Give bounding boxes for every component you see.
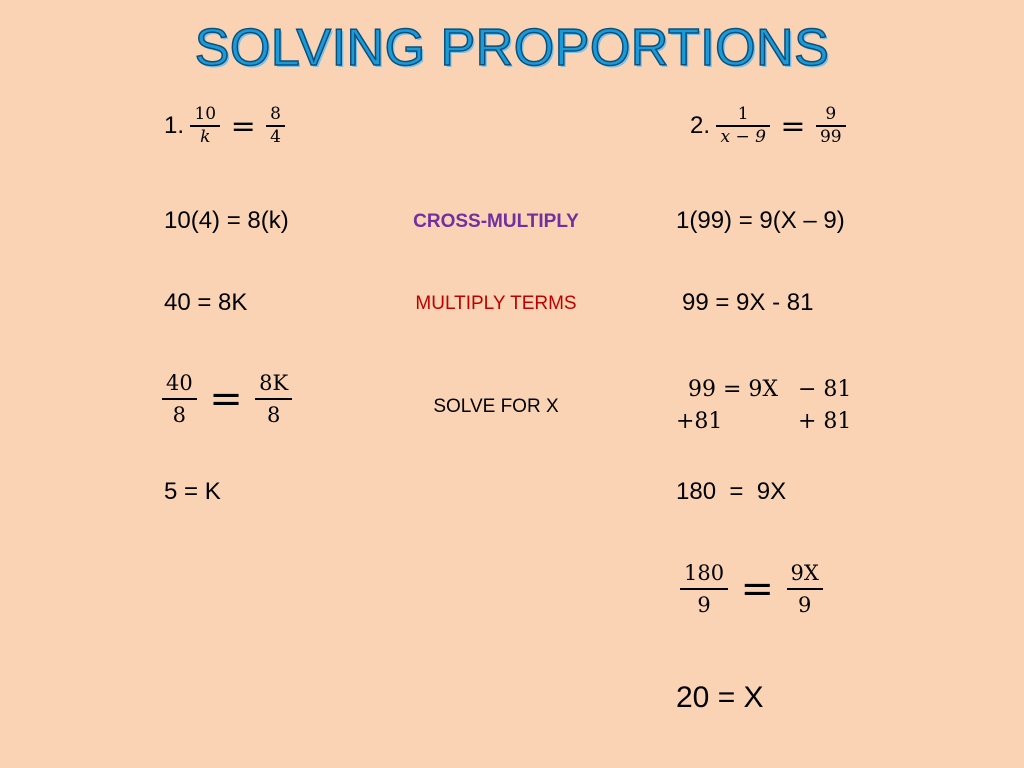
equals-sign: = <box>780 108 806 144</box>
denominator: 99 <box>819 127 842 147</box>
equals-sign: = <box>209 376 243 422</box>
problem-1-right-fraction <box>266 104 285 148</box>
denominator: 8 <box>267 403 281 427</box>
numerator: 10 <box>194 104 217 124</box>
label-cross-multiply: CROSS-MULTIPLY <box>413 211 579 232</box>
problem-2-equation <box>690 104 848 148</box>
numerator: 9 <box>825 104 837 124</box>
label-multiply-terms: MULTIPLY TERMS <box>415 293 577 314</box>
problem-2-divide-step <box>678 558 825 620</box>
divide-left-fraction <box>680 558 728 620</box>
divide-left-fraction <box>162 368 197 430</box>
numerator: 9X <box>790 561 819 585</box>
add-row2-left: +81 <box>676 409 723 434</box>
denominator: 4 <box>270 127 281 147</box>
denominator: 8 <box>172 403 187 427</box>
problem-2-left-fraction <box>716 104 769 148</box>
label-solve-for-x: SOLVE FOR X <box>433 396 559 417</box>
add-row1-right: − 81 <box>798 377 852 402</box>
problem-1-multiply-step: 40 = 8K <box>164 289 248 316</box>
problem-2-answer: 20 = X <box>676 681 764 714</box>
equals-sign: = <box>740 566 775 612</box>
numerator: 1 <box>737 104 749 124</box>
add-step-row-1 <box>676 374 851 406</box>
add-row2-right: + 81 <box>798 409 852 434</box>
numerator: 40 <box>166 371 193 395</box>
problem-2-cross-step: 1(99) = 9(X – 9) <box>676 207 845 234</box>
add-step-row-2 <box>676 406 851 438</box>
problem-1-left-fraction <box>190 104 220 148</box>
problem-1-cross-step: 10(4) = 8(k) <box>164 207 289 234</box>
problem-2-add-step <box>676 374 851 438</box>
divide-right-fraction <box>255 368 292 430</box>
numerator: 8 <box>270 104 281 124</box>
slide-title: SOLVING PROPORTIONS <box>194 19 830 77</box>
numerator: 8K <box>259 371 289 395</box>
problem-2-number: 2. <box>690 112 711 139</box>
problem-1-equation <box>164 104 287 148</box>
problem-1-number: 1. <box>164 112 185 139</box>
problem-2-multiply-step: 99 = 9X - 81 <box>682 289 814 316</box>
denominator: k <box>200 127 211 147</box>
numerator: 180 <box>684 561 725 585</box>
divide-right-fraction <box>787 558 823 620</box>
problem-1-answer: 5 = K <box>164 478 221 505</box>
denominator: 9 <box>797 593 812 617</box>
denominator: 9 <box>697 593 711 617</box>
problem-2-right-fraction <box>816 104 846 148</box>
problem-1-divide-step <box>160 368 294 430</box>
equals-sign: = <box>230 108 256 144</box>
add-row1-left: 99 = 9X <box>688 377 779 402</box>
problem-2-sum-step: 180 = 9X <box>676 478 787 505</box>
denominator: x − 9 <box>720 127 766 147</box>
